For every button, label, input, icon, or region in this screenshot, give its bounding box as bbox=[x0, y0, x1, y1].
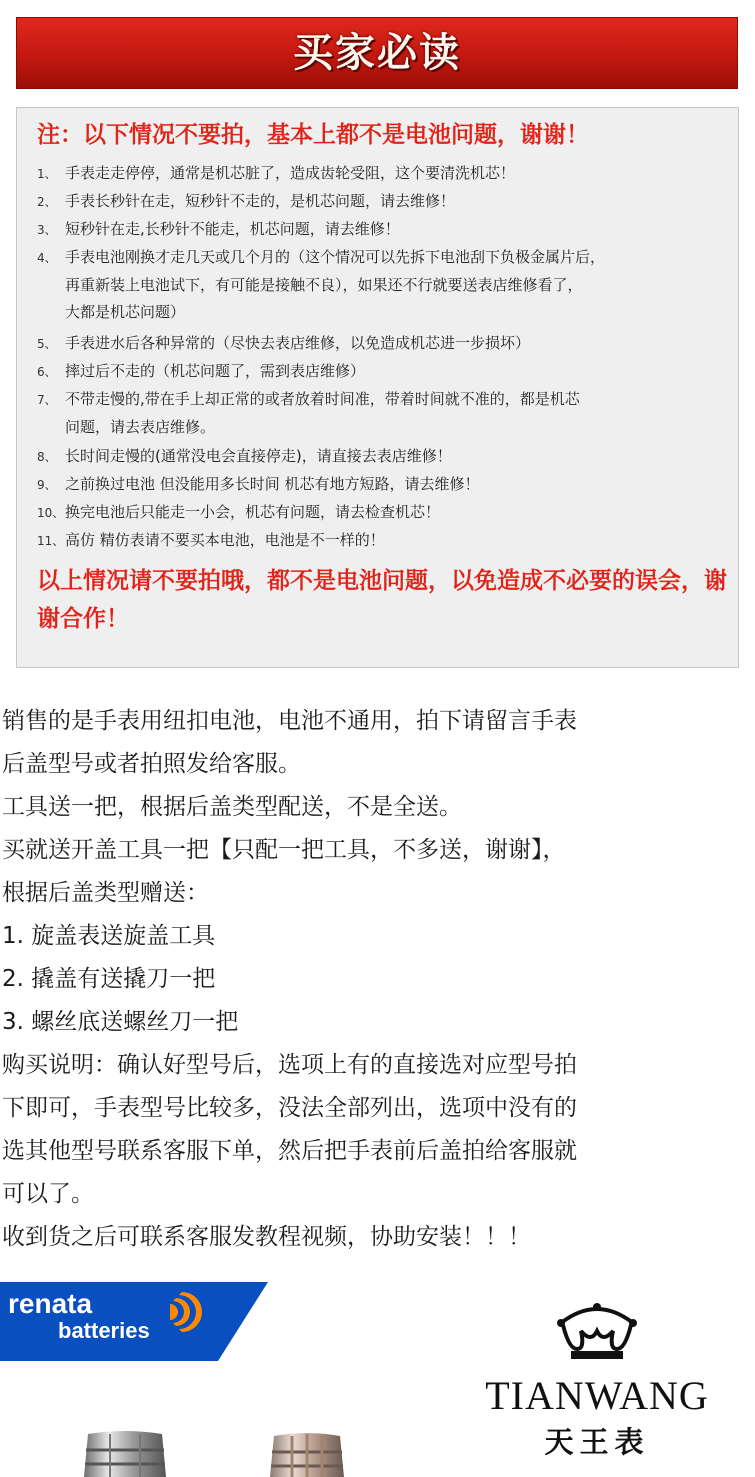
description-line: 下即可，手表型号比较多，没法全部列出，选项中没有的 bbox=[2, 1095, 577, 1121]
description-line: 可以了。 bbox=[2, 1181, 94, 1207]
crown-icon bbox=[551, 1301, 643, 1363]
description-line: 根据后盖类型赠送： bbox=[2, 880, 209, 906]
description-line: 后盖型号或者拍照发给客服。 bbox=[2, 751, 301, 777]
notice-item bbox=[37, 358, 365, 386]
description-line: 销售的是手表用纽扣电池，电池不通用，拍下请留言手表 bbox=[2, 708, 577, 734]
notice-item-number: 10、 bbox=[37, 506, 65, 520]
notice-item-text: 高仿 精仿表请不要买本电池，电池是不一样的！ bbox=[65, 531, 385, 549]
notice-item bbox=[37, 499, 440, 527]
notice-item-text: 不带走慢的,带在手上却正常的或者放着时间准，带着时间就不准的，都是机芯 bbox=[65, 390, 580, 408]
description-line: 购买说明：确认好型号后，选项上有的直接选对应型号拍 bbox=[2, 1052, 577, 1078]
description-line: 收到货之后可联系客服发教程视频，协助安装！！！ bbox=[2, 1224, 531, 1250]
renata-wordmark: renata bbox=[8, 1288, 93, 1319]
banner-title: 买家必读 bbox=[293, 30, 461, 76]
notice-footer: 以上情况请不要拍哦，都不是电池问题，以免造成不必要的误会，谢谢合作！ bbox=[37, 568, 727, 632]
notice-item bbox=[37, 188, 455, 216]
description-line: 3. 螺丝底送螺丝刀一把 bbox=[2, 1009, 239, 1035]
notice-item-text: 手表走走停停，通常是机芯脏了，造成齿轮受阻，这个要清洗机芯！ bbox=[65, 164, 516, 182]
notice-item-number: 9、 bbox=[37, 478, 57, 492]
tianwang-wordmark: TIANWANG bbox=[485, 1373, 709, 1418]
notice-item-text: 短秒针在走,长秒针不能走，机芯问题，请去维修！ bbox=[65, 220, 400, 238]
title-banner bbox=[16, 17, 738, 89]
notice-item-text: 之前换过电池 但没能用多长时间 机芯有地方短路，请去维修！ bbox=[65, 475, 480, 493]
notice-item-number: 5、 bbox=[37, 337, 57, 351]
description-line: 选其他型号联系客服下单，然后把手表前后盖拍给客服就 bbox=[2, 1138, 577, 1164]
watch-band-image bbox=[70, 1430, 180, 1477]
notice-item bbox=[37, 160, 515, 188]
renata-subtitle: batteries bbox=[58, 1318, 150, 1343]
notice-item-number: 7、 bbox=[37, 393, 57, 407]
notice-item bbox=[37, 527, 385, 555]
notice-header: 注：以下情况不要拍，基本上都不是电池问题，谢谢！ bbox=[37, 122, 589, 148]
watch-band-image-2 bbox=[262, 1430, 352, 1477]
notice-item-text: 手表电池刚换才走几天或几个月的（这个情况可以先拆下电池刮下负极金属片后， bbox=[65, 248, 606, 266]
notice-item-number: 4、 bbox=[37, 251, 57, 265]
description-line: 工具送一把，根据后盖类型配送，不是全送。 bbox=[2, 794, 462, 820]
notice-item-number: 8、 bbox=[37, 450, 57, 464]
notice-item-text: 手表长秒针在走，短秒针不走的，是机芯问题，请去维修！ bbox=[65, 192, 456, 210]
notice-item-text: 摔过后不走的（机芯问题了，需到表店维修） bbox=[65, 362, 366, 380]
renata-logo bbox=[0, 1282, 268, 1361]
notice-item-text: 大都是机芯问题） bbox=[65, 303, 186, 321]
notice-item bbox=[37, 330, 530, 358]
notice-item-number: 6、 bbox=[37, 365, 57, 379]
notice-item-text: 问题，请去表店维修。 bbox=[65, 418, 216, 436]
notice-item bbox=[37, 244, 605, 326]
notice-item bbox=[37, 216, 400, 244]
notice-item-text: 换完电池后只能走一小会，机芯有问题，请去检查机芯！ bbox=[65, 503, 441, 521]
notice-item-number: 3、 bbox=[37, 223, 57, 237]
notice-item bbox=[37, 386, 580, 441]
description-line: 1. 旋盖表送旋盖工具 bbox=[2, 923, 216, 949]
notice-item-number: 11、 bbox=[37, 534, 65, 548]
description-line: 2. 撬盖有送撬刀一把 bbox=[2, 966, 216, 992]
notice-item-text: 手表进水后各种异常的（尽快去表店维修，以免造成机芯进一步损坏） bbox=[65, 334, 531, 352]
description-line: 买就送开盖工具一把【只配一把工具，不多送，谢谢】， bbox=[2, 837, 566, 863]
notice-item bbox=[37, 443, 452, 471]
notice-item-text: 再重新装上电池试下，有可能是接触不良），如果还不行就要送表店维修看了， bbox=[65, 276, 583, 294]
notice-item-number: 2、 bbox=[37, 195, 57, 209]
notice-item bbox=[37, 471, 480, 499]
tianwang-cn-wordmark: 天王表 bbox=[544, 1425, 650, 1459]
notice-item-text: 长时间走慢的(通常没电会直接停走)，请直接去表店维修！ bbox=[65, 447, 452, 465]
notice-item-number: 1、 bbox=[37, 167, 57, 181]
